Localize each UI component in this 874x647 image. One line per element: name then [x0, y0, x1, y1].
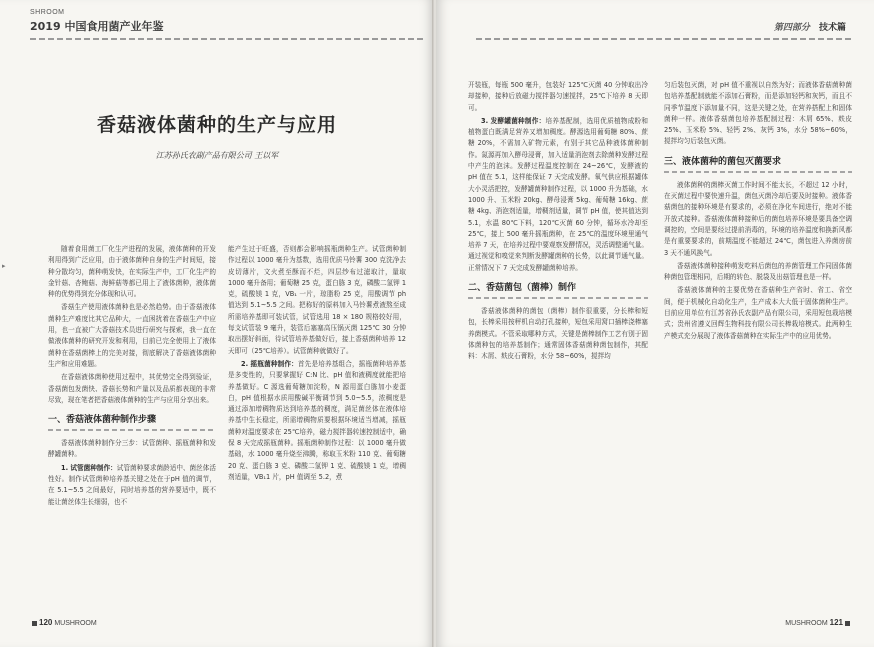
- right-column-1: [468, 80, 648, 365]
- paragraph: 能产生过于旺盛，否则都会影响摇瓶菌种生产。试管菌种制作过程以 1000 毫升为基数，选用优质马铃薯 300 克洗净去皮切薄片，文火煮至酥而不烂，四层纱布过滤取汁，量取 1000 毫升备用；葡萄糖 25 克，蛋白胨 3 克，磷酸二氢钾 1 克，硫酸镁 1 克，VB₁ 一片，琼脂粉 25 克，用酸调节 ph 值达到 5.1~5.5 之间。把称好的原料加入马铃薯煮液熬至成所需培养基即可装试管，试管选用 18 × 180 规格较好用，每支试管装 9 毫升，装管后塞塞高压锅灭菌 125℃ 30 分钟取出摆好斜面，待试管培养基做好后，接上香菇菌种培养 12 天即可（25℃培养）。试管菌种就做好了。: [228, 245, 407, 355]
- subheading: 2. 摇瓶菌种制作：: [241, 359, 298, 368]
- paragraph: 香菇液体菌种制作分三步：试管菌种、摇瓶菌种和发酵罐菌种。: [48, 439, 216, 459]
- paragraph: 随着食用菌工厂化生产进程的发展，液体菌种的开发利用得到广泛应用，由于液体菌种自身的生产时间短，接种分散均匀，菌种萌发快，在实际生产中，工厂化生产的金针菇、杏鲍菇、海鲜菇等都已用上了液体菌种，液体菌种的优势得到充分体现和认可。: [48, 245, 216, 299]
- page-number: 121: [829, 618, 843, 627]
- header-rule: [476, 38, 851, 40]
- paragraph: 开装瓶，每瓶 500 毫升，包装好 125℃灭菌 40 分钟取出冷却接种，接种后放磁力搅拌器匀速搅拌，25℃下培养 8 天即可。: [468, 81, 648, 112]
- paragraph-text: 首先是培养基组合，摇瓶菌种培养基是多变性的，只要掌握好 C:N 比、pH 值和液稠度就能把培养基做好。C 源选葡萄糖加淀粉，N 源用蛋白胨加小麦蛋白，pH 值根据水质用酸碱平衡调节到 5.0~5.5，浓稠度是通过添加增稠物质达到培养基的稠度，满足菌丝体在液体培养基中生长稳定，所需增稠物质要根据环境适当增减，摇瓶菌种对温度要求在 25℃培养，磁力搅拌器转速控制适中，确保 8 天完成摇瓶菌种。摇瓶菌种制作过程：以 1000 毫升做基础，水 1000 毫升烧至沸腾，称取玉米粉 110 克、葡萄糖 20 克、蛋白胨 3 克、磷酸二氢钾 1 克、硫酸镁 1 克，增稠剂适量，VB₁1 片，pH 值调至 5.2，煮: [228, 359, 406, 481]
- article-byline: 江苏孙氏农副产品有限公司 王以军: [155, 151, 279, 160]
- right-column-2: [664, 80, 852, 344]
- page-number: 120: [39, 618, 53, 627]
- footer-square-icon: [845, 621, 850, 626]
- header-rule: [30, 38, 425, 40]
- left-page: [0, 0, 434, 647]
- left-column-2: [228, 244, 406, 485]
- subheading: 1. 试管菌种制作：: [61, 463, 117, 472]
- right-footer: [785, 618, 852, 627]
- paragraph: 香菇液体菌种的菌包（菌棒）制作很重要，分长棒和短包，长棒采用按秤机自动打孔接种，短包采用窝口插棒浇棒塞养菌模式。不管采取哪种方式，关键是菌棒制作工艺有别于固体菌种包的培养基制作；通常固体香菇菌种菌包制作，其配料：木屑、麸皮石膏粉，水分 58~60%，搅拌均: [468, 307, 648, 361]
- paragraph: 香菇液体菌种的主要优势在香菇种生产省时、省工、省空间，便于机械化自动化生产，生产成本大大低于固体菌种生产。目前应用单位有江苏省孙氏农副产品有限公司，采用短包栽培模式；贵州省遵义回辉生物科技有限公司长棒栽培模式。此两种生产模式充分展现了液体香菇菌种在实际生产中的应用优势。: [664, 286, 852, 340]
- paragraph: 香菇液体菌种接种萌发吃料后菌包的养菌管理工作同固体菌种菌包管理相同，后期的转色、脱袋及出菇管理也是一样。: [664, 261, 852, 282]
- section-heading: 三、液体菌种的菌包灭菌要求: [664, 156, 852, 173]
- paragraph: 匀后装包灭菌，对 pH 值不重视以自然为好；而液体香菇菌种菌包培养基配制就能不添加石膏粉，而是添加轻钙和灰钙，而且不同季节温度下添加量不同，这是关键之处，在营养搭配上和固体菌种一样。液体香菇菌包培养基配制过程：木屑 65%、麸皮 25%、玉米粉 5%、轻钙 2%、灰钙 3%，水分 58%~60%，搅拌均匀后装包灭菌。: [664, 81, 852, 146]
- section-header: [774, 20, 846, 33]
- paragraph-text: 试管菌种要求菌龄适中、菌丝体活性好。制作试管菌种培养基关键之处在于pH 值的调节，在 5.1~5.5 之间最好，同时培养基的营养要适中，既不能让菌丝体生长细弱，也不: [48, 463, 217, 506]
- right-page: [436, 0, 874, 647]
- paragraph: 液体菌种的菌棒灭菌工作时间不能太长，不超过 12 小时，在灭菌过程中要快速升温，菌包灭菌冷却后要及时接种。液体香菇菌包的接种环境是有要求的，必须在净化车间进行，绝对不能开放式接种。香菇液体菌种接种后的菌包培养环境是要具备空调调控的，空间是要经过提前消毒的，环境的培养温度和换新风都是有重要要求的，前期温度不能超过 24℃，菌包进入养菌房前 3 天不通风换气。: [664, 180, 852, 257]
- paragraph: 香菇生产使用液体菌种也是必然趋势。由于香菇液体菌种生产难度比其它品种大，一直困扰着在香菇生产中应用，也一直被广大香菇技术员进行研究与探索，我一直在做液体菌种的研究开发和利用，目前已完全使用上了液体菌种在香菇菌棒上的完美对接，彻底解决了香菇液体菌种生产和应用难题。: [48, 303, 216, 368]
- section-mark: 第四部分: [773, 23, 810, 33]
- page-edge-mark: ▸: [2, 262, 6, 270]
- paragraph-text: 培养基配制，选用优质植物成粉和植物蛋白既满足营养又增加稠度。酵源选用葡萄糖 80%、蔗糖 20%，不需加入矿物元素，有别于其它品种液体菌种制作。氮源再加入酵母浸膏，加入适量消泡剂去除菌种发酵过程中产生的泡沫。发酵过程温度控制在 24~26℃，发酵液的 pH 值在 5.1，这样能保证 7 天完成发酵。氧气供应根据罐体大小灵活把控，发酵罐菌种制作过程，以 1000 升为基础，水 1000 升、玉米粉 20kg、酵母浸膏 5kg、葡萄糖 16kg、蔗糖 4kg、消泡剂适量，增稠剂适量，调节 pH 值，使其值达到 5.1，水温 80℃下料，120℃灭菌 60 分钟，循环水冷却至 25℃，接上 500 毫升摇瓶菌种，在 25℃的温度环境里通气培养 7 天，在培养过程中要观察发酵情况，灵活调整通气量。通过视觉和嗅觉来判断发酵罐菌种的长势，以此调节通气量。正常情况下 7 天完成发酵罐菌种培养。: [468, 116, 648, 272]
- section-label: 技术篇: [818, 23, 846, 33]
- paragraph: [228, 359, 406, 483]
- section-heading: 一、香菇液体菌种制作步骤: [48, 414, 216, 431]
- left-footer: [30, 618, 97, 627]
- paragraph: [48, 463, 216, 508]
- paragraph: 在香菇液体菌种使用过程中，其优势完全得到验证，香菇菌包发菌快、香菇长势和产量以及品质都表现的非常尽致，现在笔者把香菇液体菌种的生产与应用分享出来。: [48, 373, 216, 404]
- left-column-1: [48, 244, 216, 510]
- paragraph: [468, 116, 648, 274]
- article-title: 香菇液体菌种的生产与应用: [96, 114, 337, 136]
- yearbook-label: 2019 中国食用菌产业年鉴: [30, 20, 164, 33]
- magazine-logo: SHROOM: [30, 9, 65, 16]
- footer-word: MUSHROOM: [785, 620, 828, 627]
- footer-word: MUSHROOM: [54, 620, 97, 627]
- section-heading: 二、香菇菌包（菌棒）制作: [468, 282, 648, 299]
- subheading: 3. 发酵罐菌种制作：: [481, 116, 546, 125]
- footer-square-icon: [32, 621, 37, 626]
